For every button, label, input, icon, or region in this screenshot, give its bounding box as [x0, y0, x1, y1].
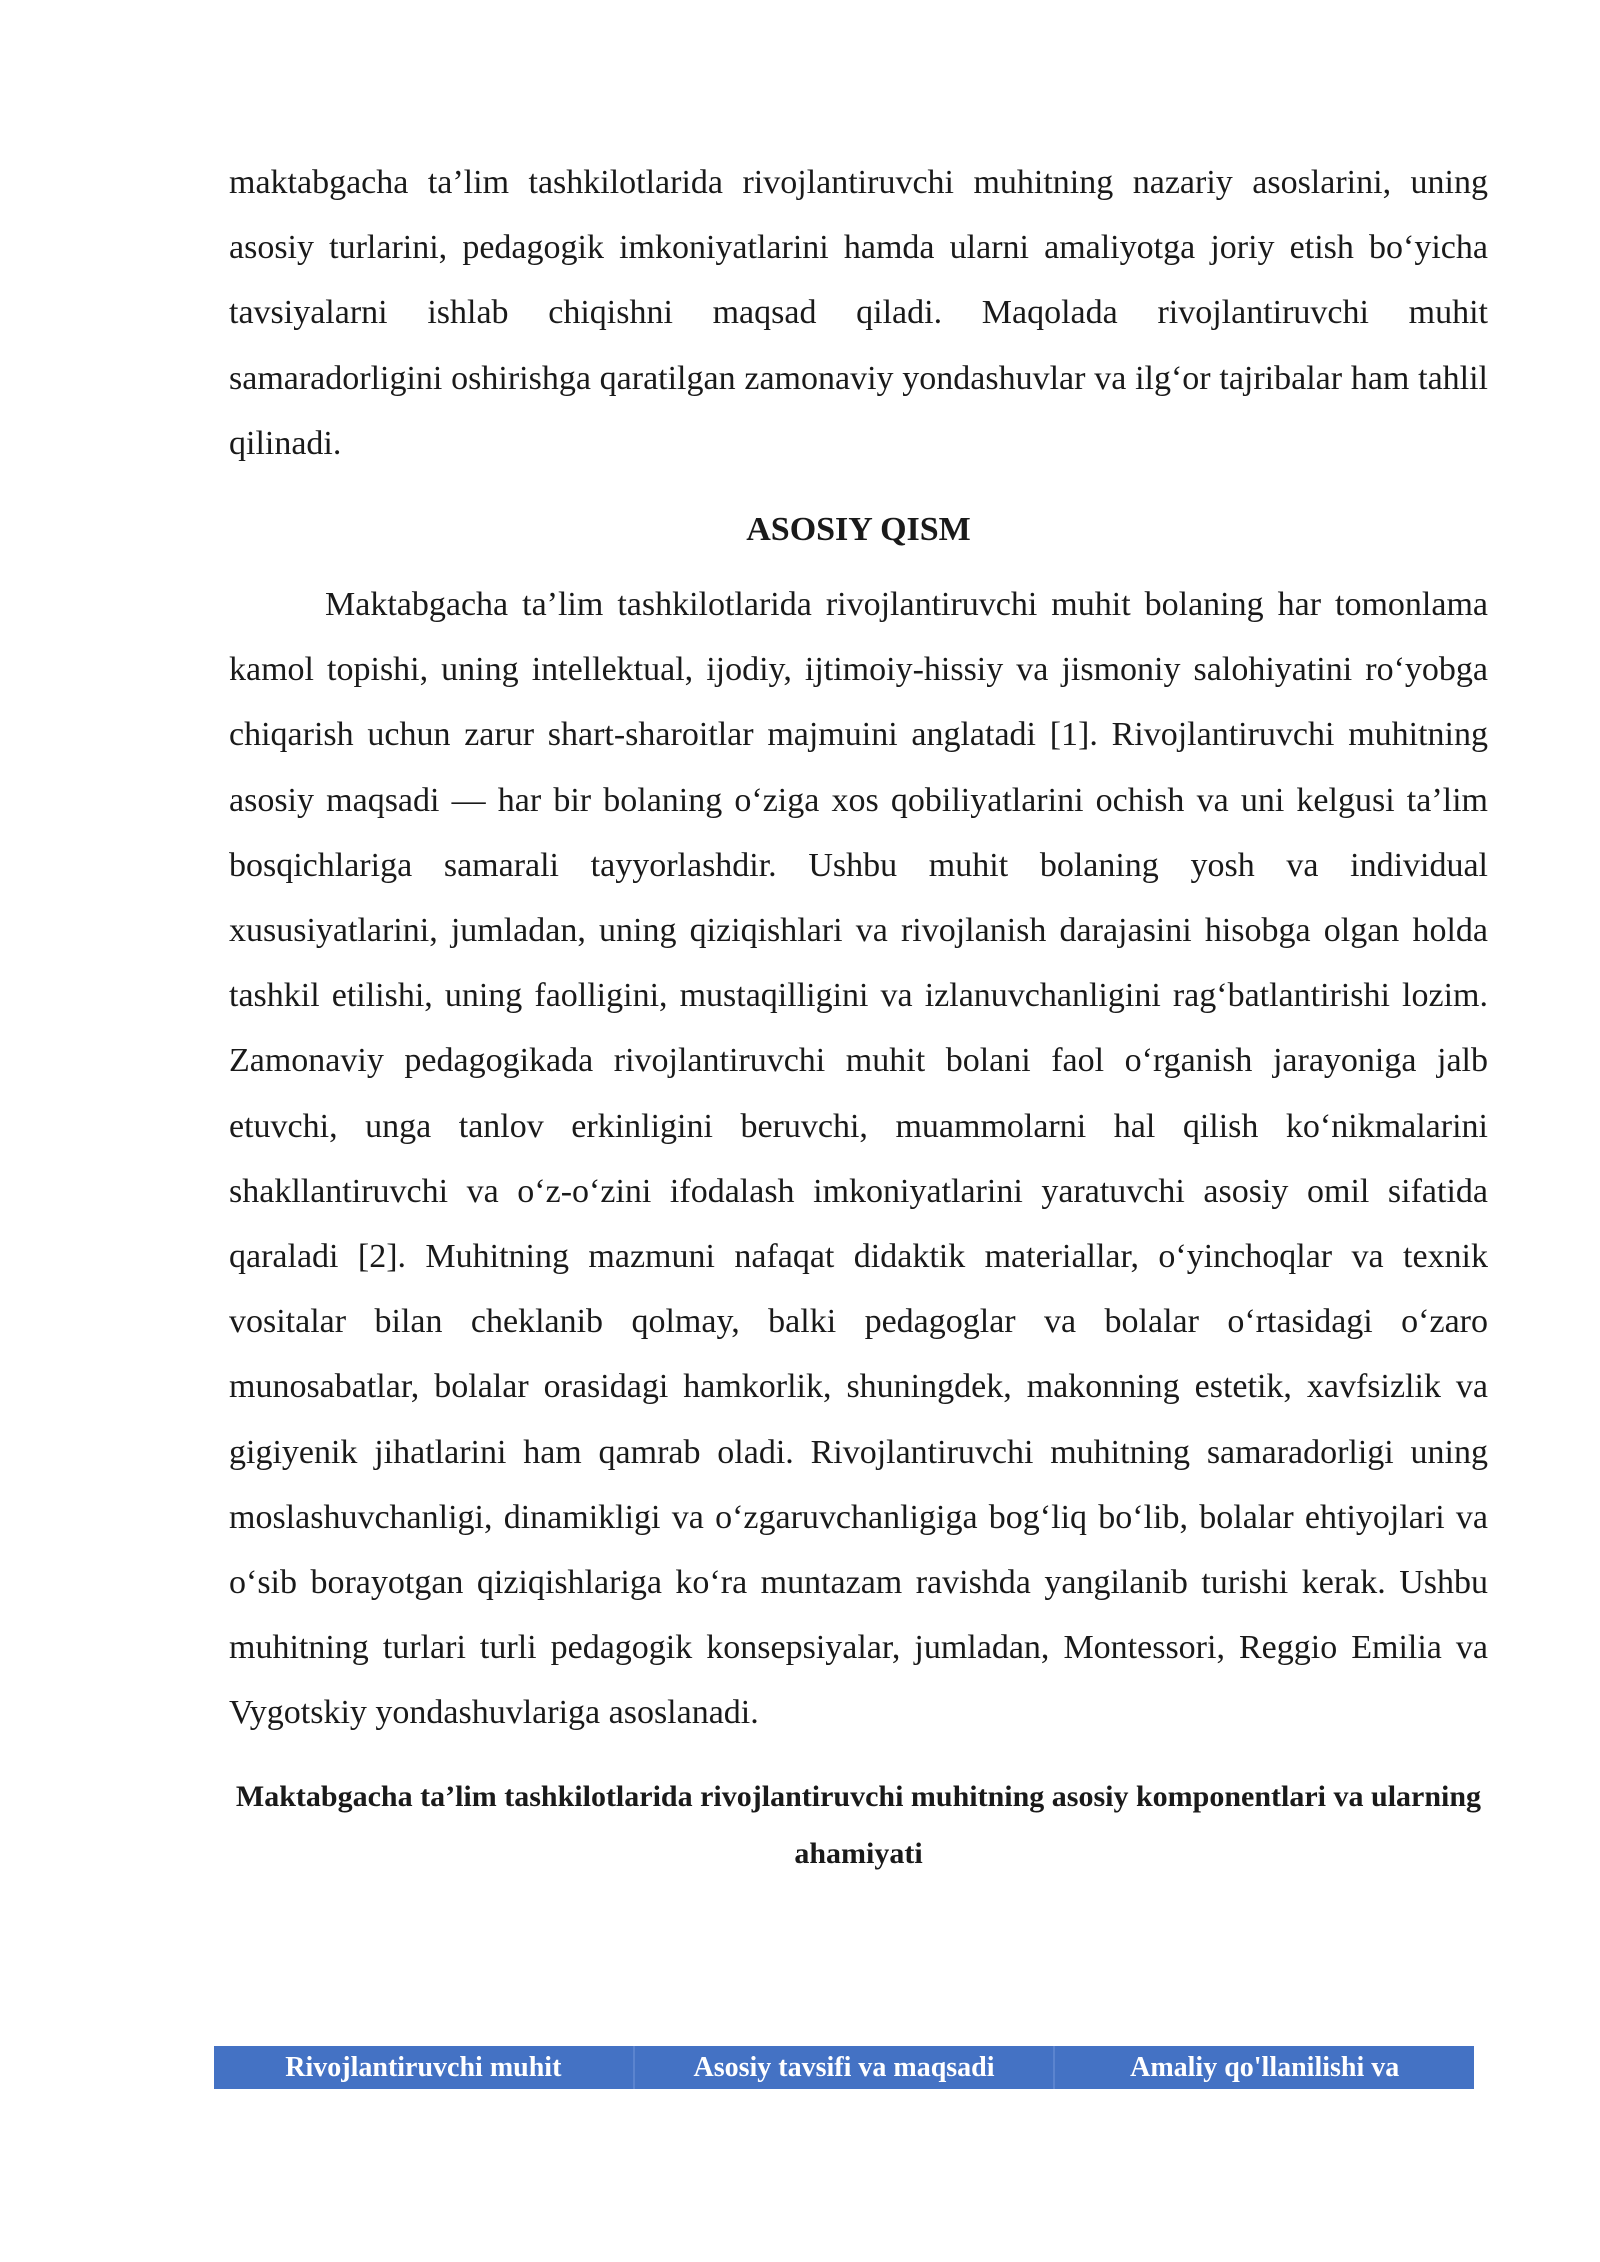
section-heading: ASOSIY QISM — [746, 511, 971, 549]
table-header-cell: Asosiy tavsifi va maqsadi — [635, 2046, 1056, 2089]
table-header-row — [214, 2046, 1474, 2089]
table-header-cell: Amaliy qo'llanilishi va — [1130, 2052, 1400, 2083]
document-page — [229, 150, 1488, 1882]
intro-paragraph: maktabgacha ta’lim tashkilotlarida rivojlantiruvchi muhitning nazariy asoslarini, uning asosiy turlarini, pedagogik imkoniyatlarini hamda ularni amaliyotga joriy etish bo‘yicha tavsiyalarni ishlab chiqishni maqsad qiladi. Maqolada rivojlantiruvchi muhit samaradorligini oshirishga qaratilgan zamonaviy yondashuvlar va ilg‘or tajribalar ham tahlil qilinadi. — [229, 164, 1488, 462]
table-caption: Maktabgacha ta’lim tashkilotlarida rivojlantiruvchi muhitning asosiy komponentlari va ularning ahamiyati — [235, 1779, 1482, 1870]
table-header-cell: Rivojlantiruvchi muhit — [214, 2046, 635, 2089]
main-paragraph: Maktabgacha ta’lim tashkilotlarida rivojlantiruvchi muhit bolaning har tomonlama kamol topishi, uning intellektual, ijodiy, ijtimoiy-hissiy va jismoniy salohiyatini ro‘yobga chiqarish uchun zarur shart-sharoitlar majmuini anglatadi [1]. Rivojlantiruvchi muhitning asosiy maqsadi — har bir bolaning o‘ziga xos qobiliyatlarini ochish va uni kelgusi ta’lim bosqichlariga samarali tayyorlashdir. Ushbu muhit bolaning yosh va individual xususiyatlarini, jumladan, uning qiziqishlari va rivojlanish darajasini hisobga olgan holda tashkil etilishi, uning faolligini, mustaqilligini va izlanuvchanligini rag‘batlantirishi lozim. Zamonaviy pedagogikada rivojlantiruvchi muhit bolani faol o‘rganish jarayoniga jalb etuvchi, unga tanlov erkinligini beruvchi, muammolarni hal qilish ko‘nikmalarini shakllantiruvchi va o‘z-o‘zini ifodalash imkoniyatlarini yaratuvchi asosiy omil sifatida qaraladi [2]. Muhitning mazmuni nafaqat didaktik materiallar, o‘yinchoqlar va texnik vositalar bilan cheklanib qolmay, balki pedagoglar va bolalar o‘rtasidagi o‘zaro munosabatlar, bolalar orasidagi hamkorlik, shuningdek, makonning estetik, xavfsizlik va gigiyenik jihatlarini ham qamrab oladi. Rivojlantiruvchi muhitning samaradorligi uning moslashuvchanligi, dinamikligi va o‘zgaruvchanligiga bog‘liq bo‘lib, bolalar ehtiyojlari va o‘sib borayotgan qiziqishlariga ko‘ra muntazam ravishda yangilanib turishi kerak. Ushbu muhitning turlari turli pedagogik konsepsiyalar, jumladan, Montessori, Reggio Emilia va Vygotskiy yondashuvlariga asoslanadi. — [229, 586, 1488, 1732]
